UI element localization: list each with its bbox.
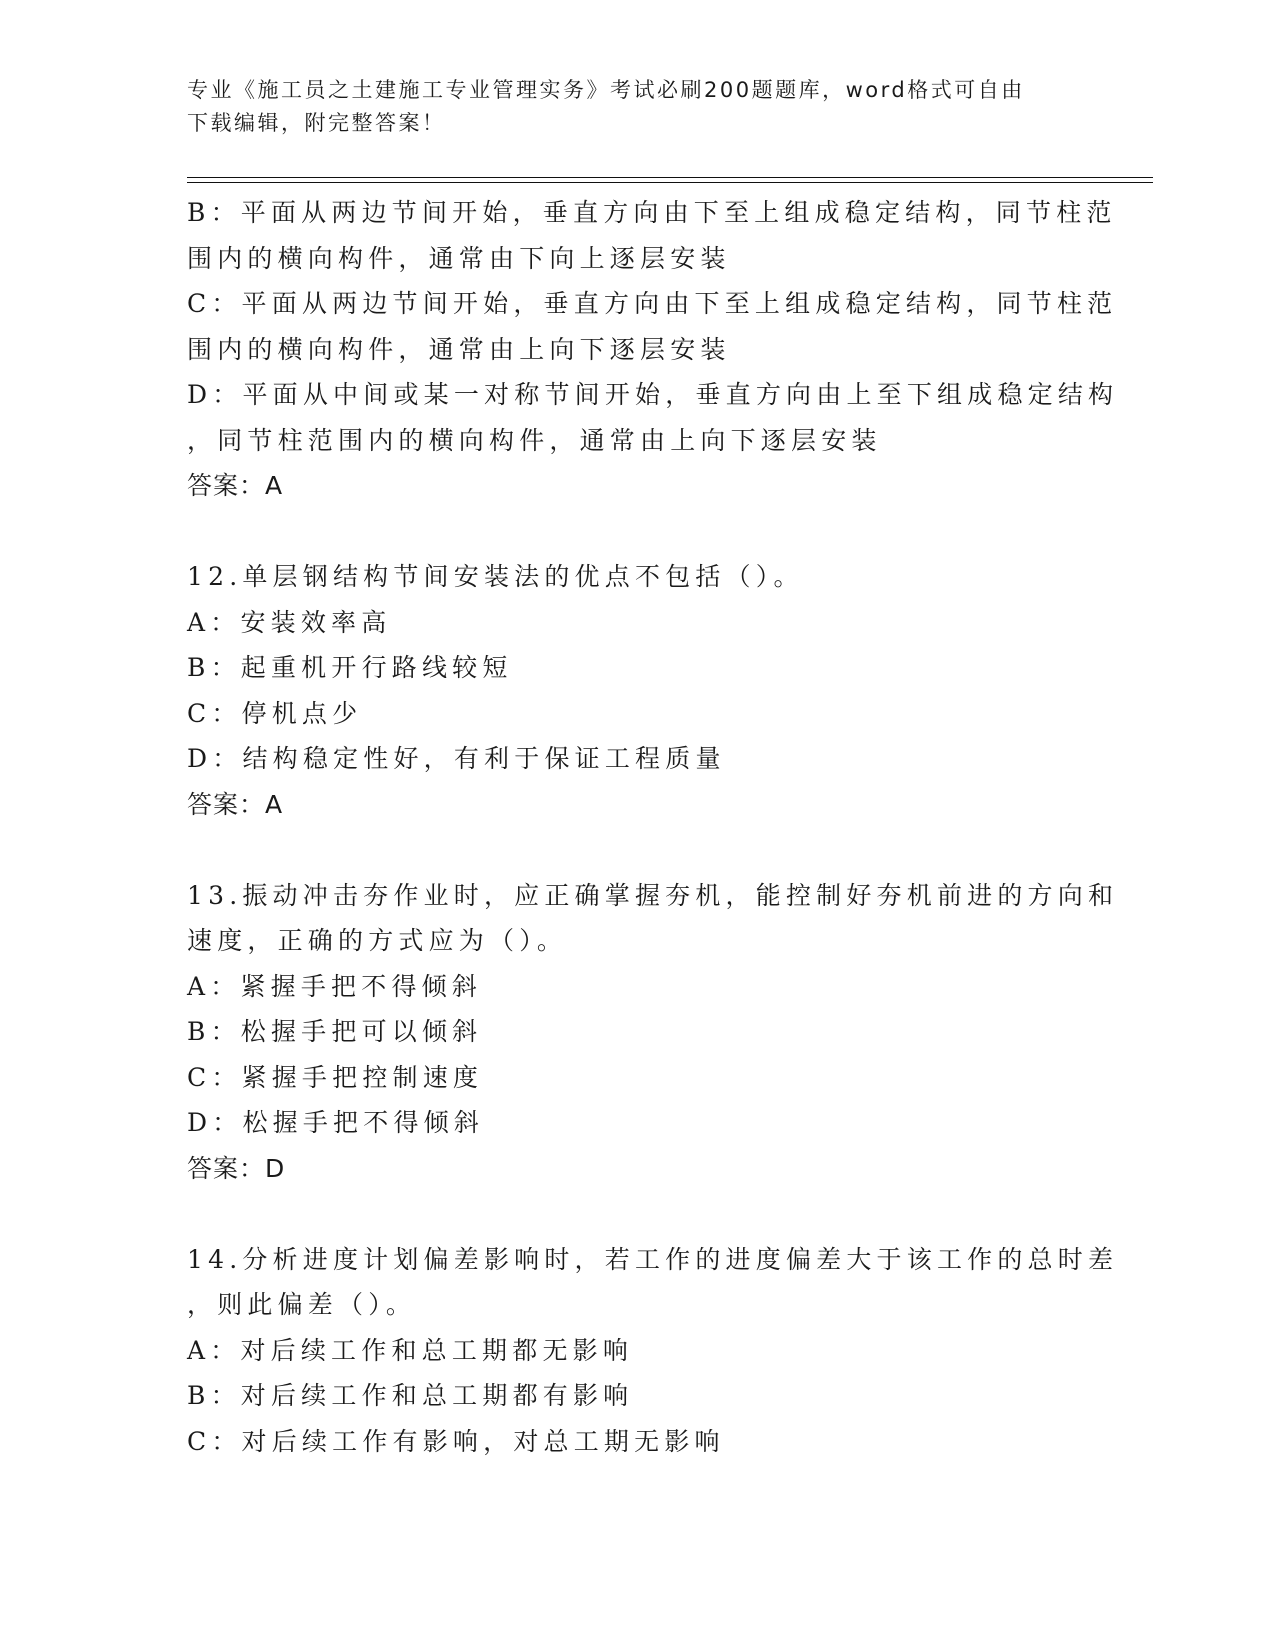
option-a: A：安装效率高 bbox=[187, 607, 392, 637]
document-header bbox=[187, 74, 1067, 140]
option-d-line-1: D：平面从中间或某一对称节间开始，垂直方向由上至下组成稳定结构 bbox=[187, 380, 1119, 409]
header-line-1: 专业《施工员之土建施工专业管理实务》考试必刷200题题库，word格式可自由 bbox=[187, 78, 1025, 102]
question-text-line-1: 14.分析进度计划偏差影响时，若工作的进度偏差大于该工作的总时差 bbox=[187, 1244, 1119, 1274]
question-text-line-2: ，则此偏差（）。 bbox=[187, 1290, 417, 1319]
question-text-line-1: 13.振动冲击夯作业时，应正确掌握夯机，能控制好夯机前进的方向和 bbox=[187, 880, 1119, 910]
question-list bbox=[187, 190, 1119, 1464]
option-d: D：松握手把不得倾斜 bbox=[187, 1108, 485, 1137]
question-13 bbox=[187, 873, 1119, 1192]
option-b: B：对后续工作和总工期都有影响 bbox=[187, 1381, 634, 1410]
header-divider-bottom bbox=[187, 182, 1153, 183]
option-b-line-2: 围内的横向构件，通常由下向上逐层安装 bbox=[187, 243, 731, 273]
spacer bbox=[187, 827, 1087, 873]
option-c: C：紧握手把控制速度 bbox=[187, 1062, 484, 1092]
header-divider-top bbox=[187, 177, 1153, 178]
option-c: C：停机点少 bbox=[187, 698, 363, 728]
option-d: D：结构稳定性好，有利于保证工程质量 bbox=[187, 744, 726, 773]
question-text: 12.单层钢结构节间安装法的优点不包括（）。 bbox=[187, 562, 804, 591]
option-c-line-1: C：平面从两边节间开始，垂直方向由下至上组成稳定结构，同节柱范 bbox=[187, 289, 1118, 318]
option-b-line-1: B：平面从两边节间开始，垂直方向由下至上组成稳定结构，同节柱范 bbox=[187, 198, 1117, 227]
option-c-line-2: 围内的横向构件，通常由上向下逐层安装 bbox=[187, 334, 731, 364]
option-c: C：对后续工作有影响，对总工期无影响 bbox=[187, 1426, 725, 1456]
header-line-2: 下载编辑，附完整答案！ bbox=[187, 111, 446, 135]
option-a: A：对后续工作和总工期都无影响 bbox=[187, 1335, 634, 1365]
spacer bbox=[187, 509, 1087, 555]
question-11 bbox=[187, 190, 1119, 509]
question-14 bbox=[187, 1237, 1119, 1465]
answer: 答案：A bbox=[187, 471, 284, 500]
option-d-line-2: ，同节柱范围内的横向构件，通常由上向下逐层安装 bbox=[187, 425, 882, 455]
answer: 答案：D bbox=[187, 1153, 286, 1183]
option-b: B：起重机开行路线较短 bbox=[187, 653, 513, 682]
question-text-line-2: 速度，正确的方式应为（）。 bbox=[187, 926, 568, 955]
option-a: A：紧握手把不得倾斜 bbox=[187, 971, 483, 1001]
answer: 答案：A bbox=[187, 789, 284, 819]
option-b: B：松握手把可以倾斜 bbox=[187, 1017, 483, 1046]
question-12 bbox=[187, 554, 1087, 827]
spacer bbox=[187, 1191, 1087, 1237]
